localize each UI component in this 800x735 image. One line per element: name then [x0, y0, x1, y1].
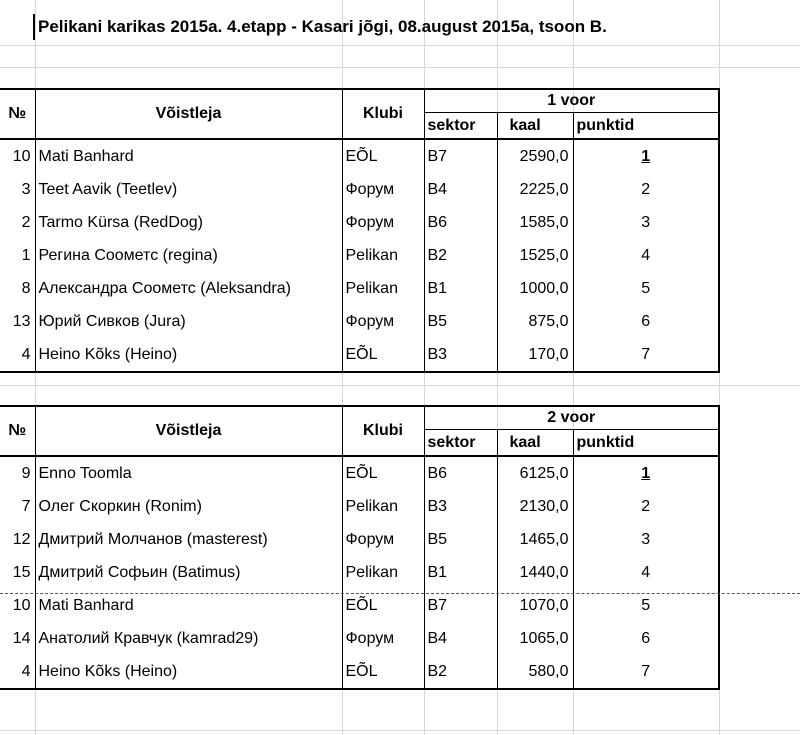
row-number: 10 [12, 596, 31, 614]
header-competitor: Võistleja [35, 406, 342, 456]
sector-cell: B3 [424, 338, 497, 372]
sector-cell: B2 [424, 655, 497, 689]
weight-cell: 6125,0 [497, 456, 573, 490]
club-name: Pelikan [342, 490, 424, 523]
club-name: EÕL [342, 139, 424, 173]
row-number: 2 [21, 213, 31, 231]
sector-cell: B7 [424, 139, 497, 173]
points-cell: 4 [573, 239, 719, 272]
weight-cell: 2225,0 [497, 173, 573, 206]
points-cell: 7 [573, 655, 719, 689]
competitor-name: Mati Banhard [35, 589, 342, 622]
table-row [0, 556, 719, 589]
table-row [0, 655, 719, 689]
row-number: 1 [21, 246, 31, 264]
row-number: 10 [12, 147, 31, 165]
points-cell: 5 [573, 589, 719, 622]
sector-cell: B4 [424, 622, 497, 655]
competitor-name: Регина Соометс (regina) [35, 239, 342, 272]
table-row [0, 338, 719, 372]
header-club: Klubi [342, 406, 424, 456]
points-cell [573, 456, 719, 490]
competitor-name: Дмитрий Молчанов (masterest) [35, 523, 342, 556]
competitor-name: Юрий Сивков (Jura) [35, 305, 342, 338]
club-name: Pelikan [342, 556, 424, 589]
points-cell: 7 [573, 338, 719, 372]
competitor-name: Олег Скоркин (Ronim) [35, 490, 342, 523]
table-row [0, 239, 719, 272]
points-cell: 3 [573, 523, 719, 556]
header-points: punktid [573, 430, 719, 457]
club-name: Pelikan [342, 239, 424, 272]
row-number: 9 [21, 464, 31, 482]
sector-cell: B1 [424, 556, 497, 589]
header-number: № [0, 89, 35, 139]
header-weight: kaal [497, 113, 573, 140]
competitor-name: Teet Aavik (Teetlev) [35, 173, 342, 206]
weight-cell: 1440,0 [497, 556, 573, 589]
points-cell [573, 139, 719, 173]
sector-cell: B6 [424, 456, 497, 490]
sector-cell: B6 [424, 206, 497, 239]
row-number: 7 [21, 497, 31, 515]
sector-cell: B2 [424, 239, 497, 272]
table-row [0, 622, 719, 655]
sector-cell: B1 [424, 272, 497, 305]
weight-cell: 875,0 [497, 305, 573, 338]
winner-points: 1 [641, 147, 651, 165]
weight-cell: 2130,0 [497, 490, 573, 523]
competitor-name: Enno Toomla [35, 456, 342, 490]
club-name: Форум [342, 206, 424, 239]
header-sector: sektor [424, 430, 497, 457]
table-row [0, 523, 719, 556]
club-name: EÕL [342, 456, 424, 490]
club-name: EÕL [342, 655, 424, 689]
competitor-name: Mati Banhard [35, 139, 342, 173]
competitor-name: Tarmo Kürsa (RedDog) [35, 206, 342, 239]
table-row [0, 139, 719, 173]
round2-table [0, 405, 720, 690]
header-number: № [0, 406, 35, 456]
sector-cell: B5 [424, 523, 497, 556]
competitor-name: Дмитрий Софьин (Batimus) [35, 556, 342, 589]
weight-cell: 1000,0 [497, 272, 573, 305]
row-number: 15 [12, 563, 31, 581]
table-row [0, 173, 719, 206]
points-cell: 3 [573, 206, 719, 239]
points-cell: 2 [573, 173, 719, 206]
page-title: Pelikani karikas 2015a. 4.etapp - Kasari jõgi, 08.august 2015a, tsoon B. [33, 14, 607, 40]
weight-cell: 1070,0 [497, 589, 573, 622]
points-cell: 6 [573, 622, 719, 655]
header-weight: kaal [497, 430, 573, 457]
club-name: Форум [342, 523, 424, 556]
round-label: 2 voor [424, 406, 719, 430]
weight-cell: 1465,0 [497, 523, 573, 556]
table-row [0, 206, 719, 239]
header-club: Klubi [342, 89, 424, 139]
sector-cell: B4 [424, 173, 497, 206]
club-name: Pelikan [342, 272, 424, 305]
club-name: Форум [342, 622, 424, 655]
row-number: 12 [12, 530, 31, 548]
competitor-name: Александра Соометс (Aleksandra) [35, 272, 342, 305]
competitor-name: Heino Kõks (Heino) [35, 338, 342, 372]
row-number: 14 [12, 629, 31, 647]
club-name: EÕL [342, 589, 424, 622]
club-name: EÕL [342, 338, 424, 372]
table-row [0, 272, 719, 305]
weight-cell: 1525,0 [497, 239, 573, 272]
table-row [0, 305, 719, 338]
weight-cell: 580,0 [497, 655, 573, 689]
sector-cell: B3 [424, 490, 497, 523]
winner-points: 1 [641, 464, 651, 482]
page-break-line [0, 593, 800, 594]
competitor-name: Heino Kõks (Heino) [35, 655, 342, 689]
weight-cell: 2590,0 [497, 139, 573, 173]
round-label: 1 voor [424, 89, 719, 113]
competitor-name: Анатолий Кравчук (kamrad29) [35, 622, 342, 655]
points-cell: 6 [573, 305, 719, 338]
row-number: 4 [0, 338, 35, 372]
row-number: 3 [21, 180, 31, 198]
weight-cell: 1585,0 [497, 206, 573, 239]
round1-table [0, 88, 720, 373]
weight-cell: 1065,0 [497, 622, 573, 655]
header-competitor: Võistleja [35, 89, 342, 139]
header-points: punktid [573, 113, 719, 140]
row-number: 13 [12, 312, 31, 330]
club-name: Форум [342, 305, 424, 338]
points-cell: 4 [573, 556, 719, 589]
table-row [0, 490, 719, 523]
weight-cell: 170,0 [497, 338, 573, 372]
table-row [0, 456, 719, 490]
points-cell: 2 [573, 490, 719, 523]
row-number: 8 [21, 279, 31, 297]
points-cell: 5 [573, 272, 719, 305]
club-name: Форум [342, 173, 424, 206]
sector-cell: B5 [424, 305, 497, 338]
row-number: 4 [0, 655, 35, 689]
sector-cell: B7 [424, 589, 497, 622]
header-sector: sektor [424, 113, 497, 140]
